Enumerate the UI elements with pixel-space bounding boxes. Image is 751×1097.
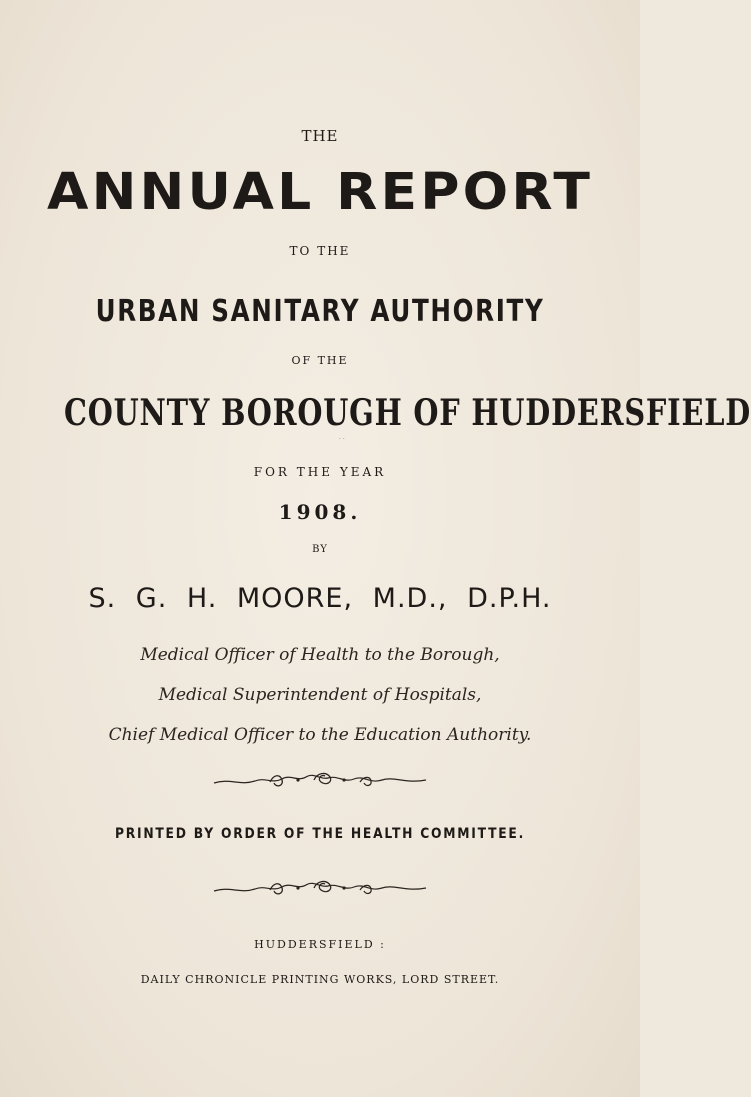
author-role-2: Medical Superintendent of Hospitals,: [158, 685, 482, 705]
author-role-1: Medical Officer of Health to the Borough,: [140, 645, 500, 665]
paper-speck: · ·: [339, 436, 345, 443]
printer-text: DAILY CHRONICLE PRINTING WORKS, LORD STREET.: [140, 973, 500, 986]
heading-the: THE: [301, 127, 339, 145]
authority-title: URBAN SANITARY AUTHORITY: [95, 294, 545, 329]
author-name: S. G. H. MOORE, M.D., D.P.H.: [88, 583, 552, 614]
by-text: BY: [312, 544, 328, 555]
main-title: ANNUAL REPORT: [46, 163, 594, 222]
flourish-ornament-icon: [210, 876, 430, 902]
report-year: 1908.: [278, 500, 362, 524]
author-role-3: Chief Medical Officer to the Education Authority.: [108, 725, 532, 745]
printed-by-text: PRINTED BY ORDER OF THE HEALTH COMMITTEE.: [114, 826, 526, 842]
flourish-ornament-icon: [210, 768, 430, 794]
for-the-year-text: FOR THE YEAR: [253, 465, 387, 479]
borough-title: COUNTY BOROUGH OF HUDDERSFIELD: [64, 392, 751, 434]
of-the-text: OF THE: [291, 354, 349, 367]
to-the-text: TO THE: [289, 244, 351, 258]
place-text: HUDDERSFIELD :: [254, 938, 386, 951]
